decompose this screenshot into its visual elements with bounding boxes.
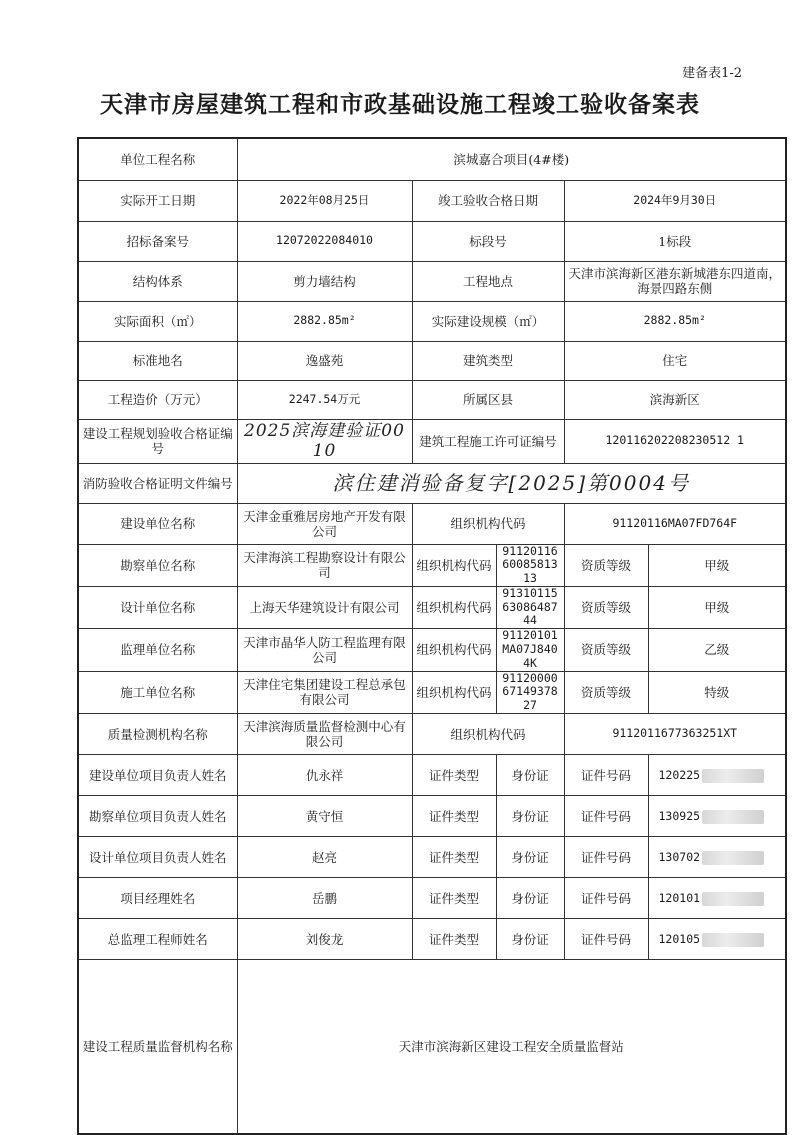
label-supervision-agency: 建设工程质量监督机构名称 (78, 960, 237, 1134)
label-id-type: 证件类型 (412, 796, 496, 837)
label-grade: 资质等级 (564, 671, 648, 713)
label-unit-role: 质量检测机构名称 (78, 714, 237, 755)
label-org-code: 组织机构代码 (412, 714, 564, 755)
unit-org-code: 913101156308648744 (496, 586, 564, 628)
row-dates (78, 180, 786, 221)
label-grade: 资质等级 (564, 544, 648, 586)
label-person-role: 设计单位项目负责人姓名 (78, 837, 237, 878)
label-unit-role: 施工单位名称 (78, 671, 237, 713)
person-id-no (648, 755, 786, 796)
person-id-no (648, 919, 786, 960)
label-org-code: 组织机构代码 (412, 544, 496, 586)
unit-grade: 甲级 (648, 586, 786, 628)
label-person-role: 勘察单位项目负责人姓名 (78, 796, 237, 837)
label-id-no: 证件号码 (564, 919, 648, 960)
label-completion-date: 竣工验收合格日期 (412, 180, 564, 221)
label-area: 实际面积（㎡） (78, 301, 237, 341)
row-person (78, 837, 786, 878)
label-location: 工程地点 (412, 261, 564, 301)
unit-org-code: 91120101MA07J8404K (496, 629, 564, 671)
row-person (78, 796, 786, 837)
id-number-prefix: 120105 (658, 932, 701, 947)
row-person (78, 755, 786, 796)
label-construction-permit: 建筑工程施工许可证编号 (412, 419, 564, 463)
label-unit-role: 建设单位名称 (78, 503, 237, 544)
person-name: 岳鹏 (237, 878, 412, 919)
redaction-blur (702, 851, 764, 865)
label-id-type: 证件类型 (412, 919, 496, 960)
value-start-date: 2022年08月25日 (237, 180, 412, 221)
label-id-type: 证件类型 (412, 837, 496, 878)
row-cost (78, 380, 786, 419)
value-building-type: 住宅 (564, 341, 786, 380)
unit-grade: 乙级 (648, 629, 786, 671)
row-supervision-agency (78, 960, 786, 1134)
label-planning-cert: 建设工程规划验收合格证编号 (78, 419, 237, 463)
value-tender-no: 12072022084010 (237, 221, 412, 261)
label-grade: 资质等级 (564, 586, 648, 628)
unit-name: 上海天华建筑设计有限公司 (237, 586, 412, 628)
label-id-no: 证件号码 (564, 755, 648, 796)
row-person (78, 919, 786, 960)
label-start-date: 实际开工日期 (78, 180, 237, 221)
row-unit-survey (78, 544, 786, 586)
label-id-no: 证件号码 (564, 878, 648, 919)
redaction-blur (702, 892, 764, 906)
label-person-role: 项目经理姓名 (78, 878, 237, 919)
value-completion-date: 2024年9月30日 (564, 180, 786, 221)
value-structure: 剪力墙结构 (237, 261, 412, 301)
person-name: 黄守恒 (237, 796, 412, 837)
value-fire-cert: 滨住建消验备复字[2025]第0004号 (237, 463, 786, 503)
id-number-prefix: 120225 (658, 768, 701, 783)
person-name: 仇永祥 (237, 755, 412, 796)
label-id-no: 证件号码 (564, 837, 648, 878)
label-scale: 实际建设规模（㎡） (412, 301, 564, 341)
row-unit-contractor (78, 671, 786, 713)
form-code: 建备表1-2 (682, 66, 742, 81)
label-id-type: 证件类型 (412, 878, 496, 919)
label-person-role: 总监理工程师姓名 (78, 919, 237, 960)
label-grade: 资质等级 (564, 629, 648, 671)
row-area (78, 301, 786, 341)
label-id-no: 证件号码 (564, 796, 648, 837)
redaction-blur (702, 810, 764, 824)
value-section-no: 1标段 (564, 221, 786, 261)
label-unit-role: 监理单位名称 (78, 629, 237, 671)
redaction-blur (702, 769, 764, 783)
value-place-name: 逸盛苑 (237, 341, 412, 380)
id-number-prefix: 130925 (658, 809, 701, 824)
person-id-type: 身份证 (496, 919, 564, 960)
id-number-prefix: 120101 (658, 891, 701, 906)
value-district: 滨海新区 (564, 380, 786, 419)
label-fire-cert: 消防验收合格证明文件编号 (78, 463, 237, 503)
value-supervision-agency: 天津市滨海新区建设工程安全质量监督站 (237, 960, 786, 1134)
label-person-role: 建设单位项目负责人姓名 (78, 755, 237, 796)
unit-org-code: 91120116MA07FD764F (564, 503, 786, 544)
row-unit-design (78, 586, 786, 628)
label-building-type: 建筑类型 (412, 341, 564, 380)
row-structure (78, 261, 786, 301)
value-construction-permit: 120116202208230512 1 (564, 419, 786, 463)
value-area: 2882.85m² (237, 301, 412, 341)
unit-org-code: 911200006714937827 (496, 671, 564, 713)
label-unit-role: 设计单位名称 (78, 586, 237, 628)
unit-name: 天津滨海质量监督检测中心有限公司 (237, 714, 412, 755)
unit-org-code: 9112011677363251XT (564, 714, 786, 755)
label-org-code: 组织机构代码 (412, 671, 496, 713)
row-place (78, 341, 786, 380)
label-structure: 结构体系 (78, 261, 237, 301)
person-id-type: 身份证 (496, 878, 564, 919)
person-name: 赵亮 (237, 837, 412, 878)
unit-name: 天津市晶华人防工程监理有限公司 (237, 629, 412, 671)
label-org-code: 组织机构代码 (412, 629, 496, 671)
row-unit-builder (78, 503, 786, 544)
person-id-no (648, 837, 786, 878)
unit-name: 天津住宅集团建设工程总承包有限公司 (237, 671, 412, 713)
label-cost: 工程造价（万元） (78, 380, 237, 419)
person-id-type: 身份证 (496, 755, 564, 796)
row-person (78, 878, 786, 919)
value-planning-cert: 2025滨海建验证0010 (237, 419, 412, 463)
row-fire-cert (78, 463, 786, 503)
value-location: 天津市滨海新区港东新城港东四道南，海景四路东侧 (564, 261, 786, 301)
page-title: 天津市房屋建筑工程和市政基础设施工程竣工验收备案表 (100, 92, 700, 118)
row-project-name (78, 138, 786, 180)
label-tender-no: 招标备案号 (78, 221, 237, 261)
row-unit-supervision (78, 629, 786, 671)
label-id-type: 证件类型 (412, 755, 496, 796)
person-id-type: 身份证 (496, 837, 564, 878)
label-org-code: 组织机构代码 (412, 586, 496, 628)
unit-name: 天津海滨工程勘察设计有限公司 (237, 544, 412, 586)
label-unit-role: 勘察单位名称 (78, 544, 237, 586)
label-section-no: 标段号 (412, 221, 564, 261)
person-id-no (648, 796, 786, 837)
unit-name: 天津金重雅居房地产开发有限公司 (237, 503, 412, 544)
label-org-code: 组织机构代码 (412, 503, 564, 544)
row-planning-cert (78, 419, 786, 463)
value-project-name: 滨城嘉合项目(4#楼) (237, 138, 786, 180)
label-district: 所属区县 (412, 380, 564, 419)
row-tender (78, 221, 786, 261)
value-cost: 2247.54万元 (237, 380, 412, 419)
filing-form-table (77, 137, 787, 1135)
value-scale: 2882.85m² (564, 301, 786, 341)
label-project-name: 单位工程名称 (78, 138, 237, 180)
unit-org-code: 911201166008581313 (496, 544, 564, 586)
person-id-type: 身份证 (496, 796, 564, 837)
unit-grade: 甲级 (648, 544, 786, 586)
id-number-prefix: 130702 (658, 850, 701, 865)
row-unit-testing (78, 714, 786, 755)
redaction-blur (702, 933, 764, 947)
person-name: 刘俊龙 (237, 919, 412, 960)
unit-grade: 特级 (648, 671, 786, 713)
label-place-name: 标准地名 (78, 341, 237, 380)
person-id-no (648, 878, 786, 919)
